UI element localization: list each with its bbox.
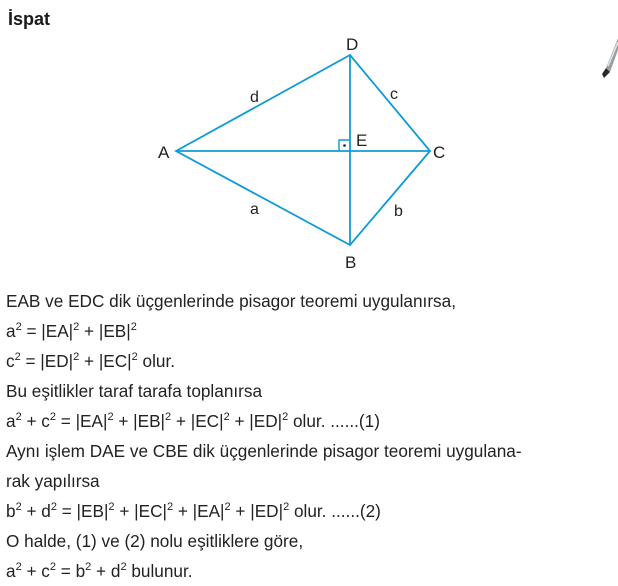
text-run: = |EA|	[21, 321, 74, 341]
exponent: 2	[49, 561, 56, 573]
text-run: + c	[21, 561, 50, 581]
text-run: + |EC|	[114, 501, 167, 521]
vertex-label-d: D	[346, 35, 359, 54]
text-run: EAB ve EDC dik üçgenlerinde pisagor teoremi uygulanırsa,	[6, 291, 456, 311]
proof-line	[6, 526, 612, 556]
proof-line	[6, 556, 612, 586]
text-run: + |ED|	[229, 411, 283, 431]
exponent: 2	[107, 411, 114, 423]
vertex-label-e: E	[356, 131, 368, 150]
exponent: 2	[224, 501, 231, 513]
exponent: 2	[283, 501, 290, 513]
text-run: O halde, (1) ve (2) nolu eşitliklere göre,	[6, 531, 304, 551]
exponent: 2	[50, 501, 57, 513]
proof-line	[6, 286, 612, 316]
pencil-icon	[598, 30, 618, 80]
text-run: olur. ......(2)	[289, 501, 381, 521]
quadrilateral-outline	[176, 55, 430, 245]
proof-line	[6, 406, 612, 436]
vertex-label-c: C	[433, 143, 446, 162]
text-run: + d	[21, 501, 51, 521]
text-run: + |EA|	[173, 501, 225, 521]
text-run: = b	[56, 561, 86, 581]
text-run: a	[6, 561, 16, 581]
exponent: 2	[73, 321, 80, 333]
exponent: 2	[14, 351, 21, 363]
text-run: c	[6, 351, 15, 371]
text-run: + |EB|	[79, 321, 131, 341]
text-run: Bu eşitlikler taraf tarafa toplanırsa	[6, 381, 263, 401]
exponent: 2	[15, 321, 22, 333]
exponent: 2	[73, 351, 80, 363]
exponent: 2	[130, 321, 137, 333]
vertex-label-b: B	[345, 253, 357, 272]
side-label-d: d	[250, 89, 259, 106]
text-run: + d	[91, 561, 121, 581]
exponent: 2	[15, 411, 22, 423]
vertex-label-a: A	[158, 143, 170, 162]
proof-line	[6, 466, 612, 496]
quadrilateral-figure	[0, 0, 618, 280]
text-run: Aynı işlem DAE ve CBE dik üçgenlerinde pisagor teoremi uygulana-	[6, 441, 522, 461]
text-run: + |EC|	[171, 411, 224, 431]
text-run: b	[6, 501, 16, 521]
text-run: a	[6, 321, 16, 341]
text-run: = |ED|	[20, 351, 74, 371]
text-run: = |EA|	[56, 411, 108, 431]
exponent: 2	[85, 561, 92, 573]
proof-line	[6, 316, 612, 346]
text-run: + |EB|	[113, 411, 166, 431]
exponent: 2	[223, 411, 230, 423]
exponent: 2	[15, 561, 22, 573]
exponent: 2	[120, 561, 127, 573]
exponent: 2	[15, 501, 22, 513]
proof-line	[6, 496, 612, 526]
proof-text	[6, 286, 612, 586]
text-run: + |ED|	[230, 501, 284, 521]
exponent: 2	[131, 351, 138, 363]
exponent: 2	[166, 501, 174, 513]
exponent: 2	[108, 501, 115, 513]
text-run: olur.	[137, 351, 176, 371]
exponent: 2	[282, 411, 289, 423]
exponent: 2	[49, 411, 56, 423]
text-run: bulunur.	[126, 561, 193, 581]
right-angle-dot	[343, 144, 346, 147]
exponent: 2	[165, 411, 172, 423]
text-run: + |EC|	[79, 351, 132, 371]
side-label-b: b	[394, 203, 403, 220]
proof-line	[6, 436, 612, 466]
side-label-c: c	[390, 86, 398, 103]
side-label-a: a	[250, 201, 259, 218]
proof-title: İspat	[8, 9, 51, 29]
text-run: a	[6, 411, 16, 431]
text-run: = |EB|	[56, 501, 109, 521]
text-run: rak yapılırsa	[6, 471, 100, 491]
proof-line	[6, 346, 612, 376]
text-run: + c	[21, 411, 50, 431]
proof-line	[6, 376, 612, 406]
text-run: olur. ......(1)	[288, 411, 380, 431]
